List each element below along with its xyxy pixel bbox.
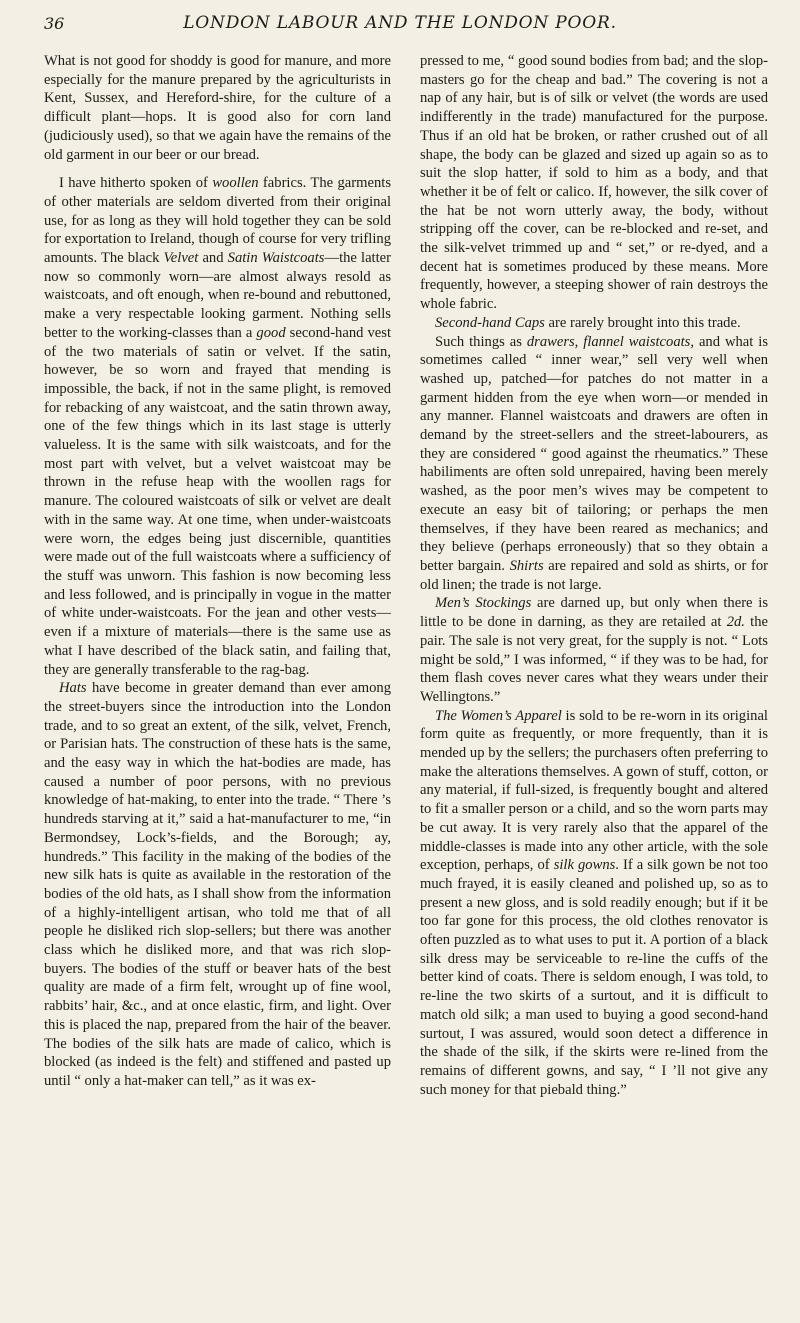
italic-run: good xyxy=(256,324,286,341)
text-run: the pair. The sale is not very great, for the supply is not. “ Lots might be sold,” I was informed, “ if they was to be had, for them flash coves never cares what they wears under their Wellingtons.” xyxy=(420,614,768,705)
text-run: are repaired and sold as shirts, or for old linen; the trade is not large. xyxy=(420,557,768,593)
text-run: and what is sometimes called “ inner wear,” sell very well when washed up, patched—for patches do not matter in a garment hidden from the eye when worn—or mended in any manner. Flannel waistcoats and drawers are often in demand by the street-sellers and the street-labourers, as they are considered “ good against the rheumatics.” These habiliments are often sold unrepaired, having been merely washed, as the poor men’s wives may be competent to execute an easy bit of tailoring; or perhaps the men themselves, if they have been reared as mechanics; and they believe (perhaps erroneously) that so they obtain a better bargain. xyxy=(420,333,769,574)
italic-run: 2d. xyxy=(726,614,745,631)
italic-run: Men’s Stockings xyxy=(435,595,532,612)
italic-run: Second-hand Caps xyxy=(435,314,545,331)
paragraph-mens-stockings xyxy=(420,594,768,706)
paragraph-drawers-flannel xyxy=(420,333,768,595)
left-column xyxy=(44,52,391,1091)
text-run: second-hand vest of the two materials of satin or velvet. If the satin, however, be so worn and frayed that mending is impossible, the back, if not in the same plight, is removed for rebacking of any waistcoat, and the satin thrown away, one of the few things which in its last stage is utterly valueless. It is the same with silk waistcoats, and for the most part with velvet, but a velvet waistcoat may be thrown in the refuse heap with the woollen rags for manure. The coloured waistcoats of silk or velvet are dealt with in the same way. At one time, when under-waistcoats were worn, the edges being just discernible, quantities were made out of the full waistcoats where a sufficiency of the stuff was unworn. This fashion is now becoming less and less followed, and is principally in vogue in the matter of white under-waistcoats. For the jean and other vests—even if a mixture of materials—there is the same use as what I have described of the black satin, and failing that, they are generally transferable to the rag-bag. xyxy=(44,324,391,678)
text-run: is sold to be re-worn in its original form quite as frequently, or more frequently, than it is mended up by the sellers; the purchasers often preferring to make the alterations themselves. A gown of stuff, cotton, or any material, if full-sized, is frequently bought and altered to fit a smaller person or a child, and so the worn parts may be cut away. It is very rarely also that the apparel of the middle-classes is made into any other article, with the sole exception, perhaps, of xyxy=(420,707,768,874)
page-number: 36 xyxy=(44,14,65,33)
text-run: What is not good for shoddy is good for manure, and more especially for the manure prepared by the agriculturists in Kent, Sussex, and Hereford-shire, for the culture of a difficult plant—hops. It is good also for corn land (judiciously used), so that we again have the remains of the old garment in our beer or our bread. xyxy=(44,53,391,163)
text-run: pressed to me, “ good sound bodies from bad; and the slop-masters go for the cheap and bad.” The covering is not a nap of any hair, but is of silk or velvet (the words are used indifferently in the trade) manufactured for the purpose. Thus if an old hat be broken, or rather crushed out of all shape, the body can be glazed and sized up again so as to suit the slop hatter, if sold to him as a body, and that whether it be of felt or calico. If, however, the silk cover of the hat be not worn utterly away, the body, without stripping off the cover, can be re-blocked and re-set, and the silk-velvet trimmed up and “ set,” or re-dyed, and a decent hat is sometimes produced by these means. More frequently, however, a steeping shower of rain destroys the whole fabric. xyxy=(420,53,768,313)
paragraph-velvet-satin-waistcoats xyxy=(44,174,391,679)
text-run: . If a silk gown be not too much frayed, it is easily cleaned and polished up, so as to present a new gloss, and is sold readily enough; but if it be too far gone for this process, the old clothes renovator is often puzzled as to what uses to put it. A portion of a black silk dress may be serviceable to re-line the cuffs of the better kind of coats. There is seldom enough, I was told, to re-line the two skirts of a surtout, and it is difficult to match old silk; a man used to buying a good second-hand surtout, I was assured, would soon detect a difference in the shade of the silk, if the skirts were re-lined from the remains of different gowns, and say, “ I ’ll not give any such money for that piebald thing.” xyxy=(420,857,768,1098)
text-run: —the latter now so commonly worn—are almost always resold as waistcoats, and oft enough, when re-bound and rebuttoned, make a very respectable looking garment. Nothing sells better to the working-classes than a xyxy=(44,250,391,341)
italic-run: The Women’s Apparel xyxy=(435,707,562,724)
running-title: LONDON LABOUR AND THE LONDON POOR. xyxy=(183,13,617,33)
paragraph-hat-bodies-continued xyxy=(420,52,768,314)
text-run: fabrics. The garments of other materials are seldom diverted from their original use, for as long as they will hold together they can be sold for exportation to Ireland, though of course for very trifling amounts. The black xyxy=(44,175,392,267)
italic-run: Shirts xyxy=(509,557,544,574)
text-run: are rarely brought into this trade. xyxy=(544,314,741,331)
paragraph-second-hand-caps xyxy=(420,314,768,333)
italic-run: woollen xyxy=(212,175,259,192)
italic-run: Hats xyxy=(59,680,87,697)
text-run: Such things as xyxy=(435,333,527,350)
paragraph-hats xyxy=(44,679,391,1090)
text-run: are darned up, but only when there is little to be done in darning, as they are retailed at xyxy=(420,595,768,631)
paragraph-manure xyxy=(44,52,391,164)
text-run: and xyxy=(198,250,228,267)
text-run: I have hitherto spoken of xyxy=(59,175,213,192)
italic-run: Velvet xyxy=(163,250,199,267)
text-run: have become in greater demand than ever among the street-buyers since the introduction into the London trade, and to so great an extent, of the silk, velvet, French, or Parisian hats. The construction of these hats is the same, and the easy way in which the hat-bodies are made, has caused a number of poor persons, with no previous knowledge of hat-making, to enter into the trade. “ There ’s hundreds starving at it,” said a hat-manufacturer to me, “in Bermondsey, Lock’s-fields, and the Borough; ay, hundreds.” This facility in the making of the bodies of the new silk hats is quite as available in the restoration of the bodies of the old hats, as I shall show from the information of a highly-intelligent artisan, who told me that of all people he disliked rich slop-sellers; but there was another class which he disliked more, and that was rich slop-buyers. The bodies of the stuff or beaver hats of the best quality are made of a firm felt, wrought up of fine wool, rabbits’ hair, &c., and at once elastic, firm, and light. Over this is placed the nap, prepared from the hair of the beaver. The bodies of the silk hats are made of calico, which is blocked (as indeed is the felt) and stiffened and pasted up until “ only a hat-maker can tell,” as it was ex- xyxy=(44,680,391,1089)
right-column xyxy=(420,52,768,1099)
italic-run: silk gowns xyxy=(553,857,616,874)
paragraph-womens-apparel xyxy=(420,707,768,1100)
italic-run: Satin Waistcoats xyxy=(227,250,325,267)
italic-run: drawers, flannel waistcoats, xyxy=(526,333,695,350)
page-header xyxy=(0,0,800,50)
